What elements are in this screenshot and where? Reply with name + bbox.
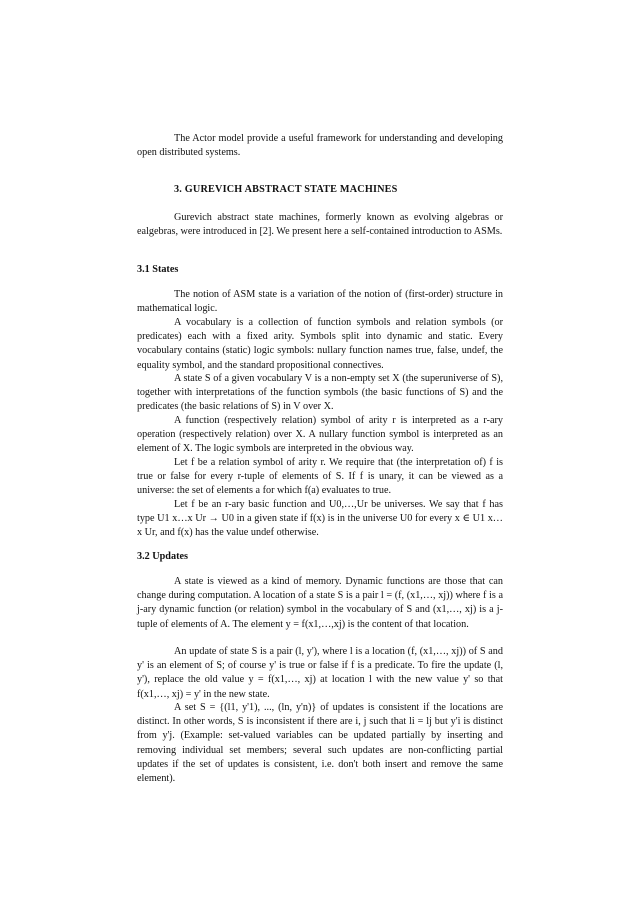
- intro-paragraph: The Actor model provide a useful framework for understanding and developing open distributed systems.: [137, 133, 503, 159]
- states-paragraph-2: A vocabulary is a collection of function symbols and relation symbols (or predicates) each with a fixed arity. Symbols split into dynamic and static. Every vocabulary contains (static) logic symbols: nullary function names true, false, undef, the equality symbol, and the standard propositional connectives.: [137, 317, 503, 371]
- section-3-2-heading: 3.2 Updates: [137, 551, 188, 562]
- section-3-paragraph: Gurevich abstract state machines, formerly known as evolving algebras or ealgebras, were introduced in [2]. We present here a self-contained introduction to ASMs.: [137, 212, 503, 238]
- states-paragraph-3: A state S of a given vocabulary V is a non-empty set X (the superuniverse of S), together with interpretations of the function symbols (the basic functions of S) and the predicates (the basic relations of S) in V over X.: [137, 373, 503, 413]
- states-paragraph-6: Let f be an r-ary basic function and U0,…,Ur be universes. We say that f has type U1 x…x Ur → U0 in a given state if f(x) is in the universe U0 for every x ∈ U1 x…x Ur, and f(x) has the value undef otherwise.: [137, 499, 503, 539]
- updates-paragraph-3: A set S = {(l1, y'1), ..., (ln, y'n)} of updates is consistent if the locations are distinct. In other words, S is inconsistent if there are i, j such that li = lj but y'i is distinct from y'j. (Example: set-valued variables can be updated partially by inserting and removing individual set members; several such updates are non-conflicting partial updates if the set of updates is consistent, i.e. don't both insert and remove the same element).: [137, 702, 503, 785]
- section-3-1-heading: 3.1 States: [137, 264, 179, 275]
- updates-paragraph-2: An update of state S is a pair (l, y'), where l is a location (f, (x1,…, xj)) of S and y' is an element of S; of course y' is true or false if f is a predicate. To fire the update (l, y'), replace the old value y = f(x1,…, xj) at location l with the new value y' so that f(x1,…, xj) = y' in the new state.: [137, 646, 503, 700]
- updates-paragraph-1: A state is viewed as a kind of memory. Dynamic functions are those that can change during computation. A location of a state S is a pair l = (f, (x1,…, xj)) where f is a j-ary dynamic function (or relation) symbol in the vocabulary of S and (x1,…, xj) is a j-tuple of elements of A. The element y = f(x1,…,xj) is the content of that location.: [137, 576, 503, 630]
- section-3-heading: 3. GUREVICH ABSTRACT STATE MACHINES: [174, 184, 398, 195]
- states-paragraph-4: A function (respectively relation) symbol of arity r is interpreted as a r-ary operation (respectively relation) over X. A nullary function symbol is interpreted as an element of X. The logic symbols are interpreted in the obvious way.: [137, 415, 503, 455]
- states-paragraph-5: Let f be a relation symbol of arity r. We require that (the interpretation of) f is true or false for every r-tuple of elements of S. If f is unary, it can be viewed as a universe: the set of elements a for which f(a) evaluates to true.: [137, 457, 503, 497]
- states-paragraph-1: The notion of ASM state is a variation of the notion of (first-order) structure in mathematical logic.: [137, 289, 503, 315]
